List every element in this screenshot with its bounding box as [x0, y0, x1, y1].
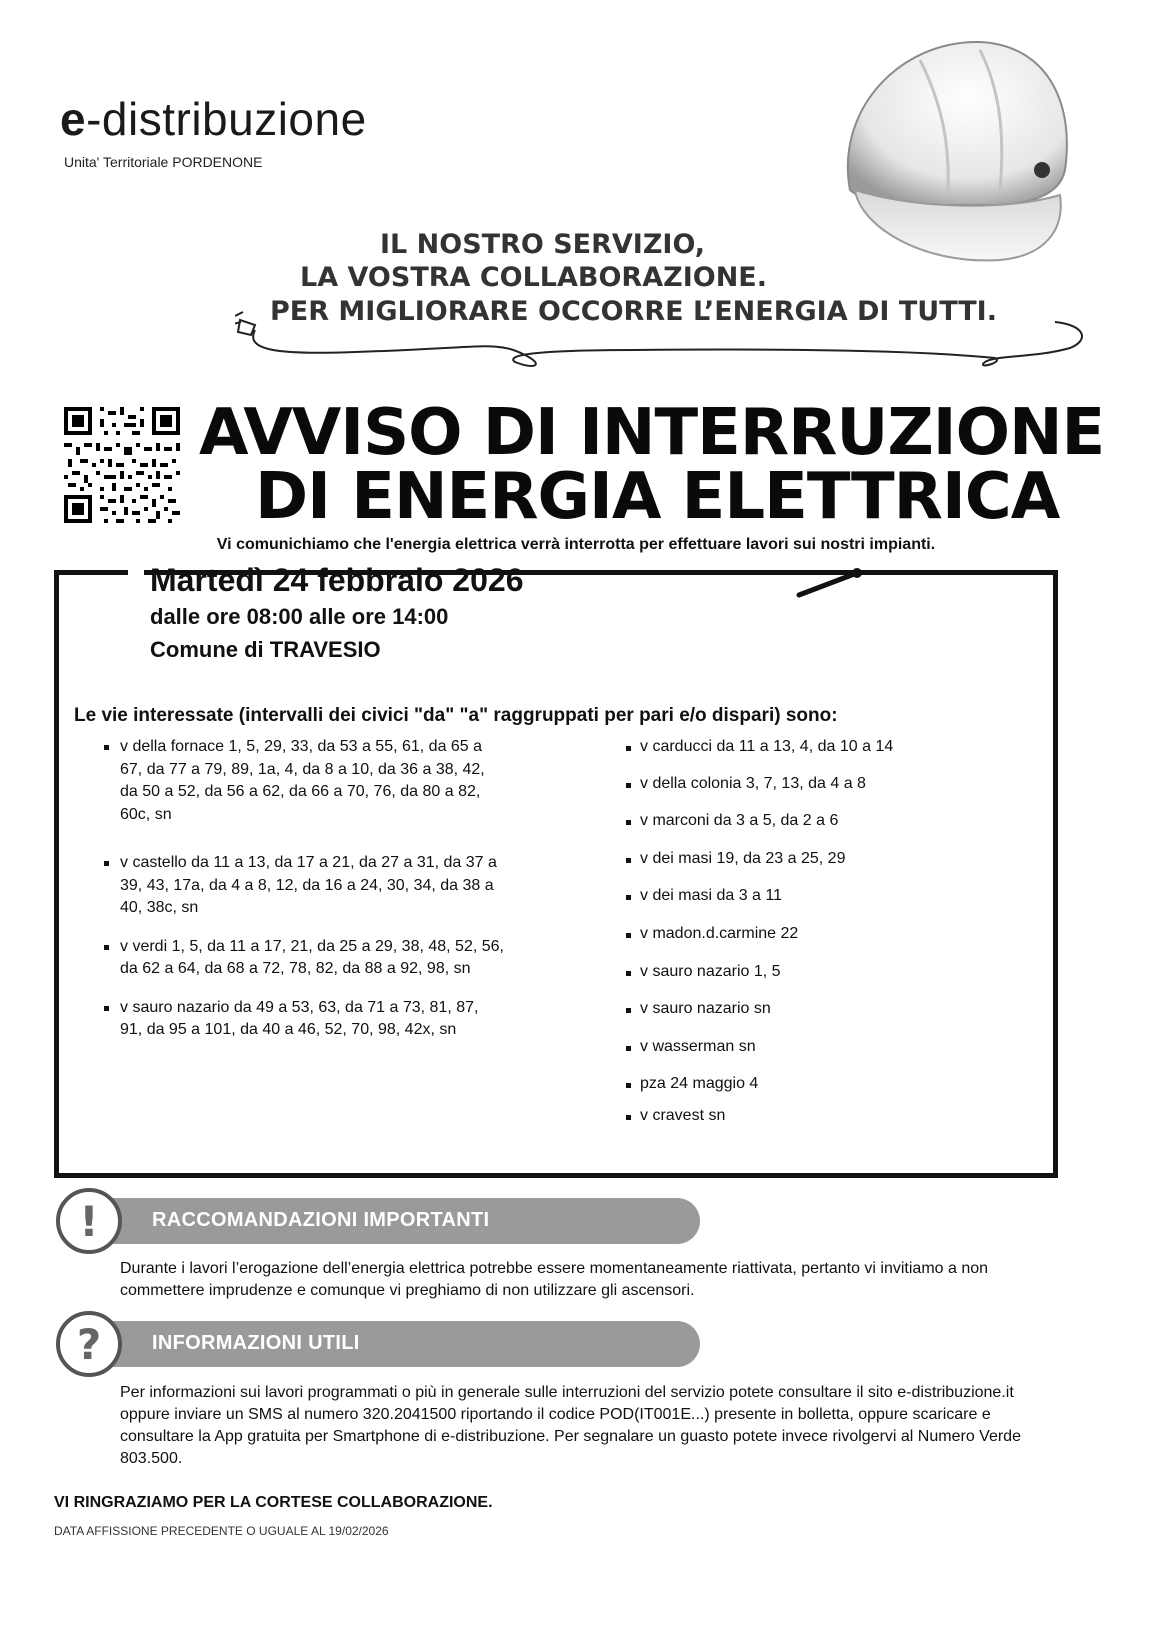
qr-code — [64, 407, 180, 523]
bullet — [626, 933, 631, 938]
street-item — [626, 1036, 756, 1059]
street-item — [104, 936, 504, 981]
territorial-unit: Unita' Territoriale PORDENONE — [64, 154, 263, 170]
street-text: v carducci da 11 a 13, 4, da 10 a 14 — [640, 738, 894, 755]
street-text: v della colonia 3, 7, 13, da 4 a 8 — [640, 775, 866, 792]
bullet — [626, 971, 631, 976]
plug-cable-illustration — [235, 300, 1095, 380]
pen-icon — [795, 565, 875, 601]
bullet — [104, 1006, 109, 1011]
street-text: v castello da 11 a 13, da 17 a 21, da 27 a 31, da 37 a 39, 43, 17a, da 4 a 8, 12, da 16 a 24, 30, 34, da 38 a 40, 38c, sn — [120, 854, 497, 916]
street-text: v della fornace 1, 5, 29, 33, da 53 a 55, 61, da 65 a 67, da 77 a 79, 89, 1a, 4, da 8 a 10, da 36 a 38, 42, da 50 a 52, da 56 a 62, da 66 a 70, 76, da 80 a 82, 60c, sn — [120, 738, 485, 823]
street-text: v verdi 1, 5, da 11 a 17, 21, da 25 a 29, 38, 48, 52, 56, da 62 a 64, da 68 a 72, 78, 82, da 88 a 92, 98, sn — [120, 937, 504, 977]
title-line-1: AVVISO DI INTERRUZIONE — [199, 396, 1105, 470]
bullet — [626, 1083, 631, 1088]
street-text: v dei masi da 3 a 11 — [640, 887, 783, 904]
title-line-2: DI ENERGIA ELETTRICA — [255, 460, 1060, 534]
info-text: Per informazioni sui lavori programmati o più in generale sulle interruzioni del servizio potete consultare il sito e-distribuzione.it oppure inviare un SMS al numero 320.2041500 riportando il codice POD(IT001E...) presente in bolletta, oppure scaricare e consultare la App gratuita per Smartphone di e-distribuzione. Per segnalare un guasto potete invece rivolgervi al Numero Verde 803.500. — [120, 1384, 1021, 1467]
street-text: v cravest sn — [640, 1107, 726, 1124]
street-item — [626, 923, 798, 946]
interruption-date: Martedì 24 febbraio 2026 — [150, 562, 524, 598]
street-text: v wasserman sn — [640, 1038, 756, 1055]
street-item — [626, 848, 845, 871]
street-item — [626, 773, 866, 796]
slogan-line-1: IL NOSTRO SERVIZIO, — [380, 229, 706, 260]
bullet — [626, 1008, 631, 1013]
comune: Comune di TRAVESIO — [150, 637, 381, 662]
street-item — [626, 1105, 725, 1128]
street-item — [626, 998, 771, 1021]
street-text: v madon.d.carmine 22 — [640, 925, 799, 942]
bullet — [626, 1115, 631, 1120]
street-text: pza 24 maggio 4 — [640, 1075, 759, 1092]
recommendations-text: Durante i lavori l’erogazione dell’energia elettrica potrebbe essere momentaneamente riattivata, pertanto vi invitiamo a non commettere imprudenze e comunque vi preghiamo di non utilizzare gli ascensori. — [120, 1260, 989, 1299]
slogan-line-2: LA VOSTRA COLLABORAZIONE. — [300, 262, 767, 293]
streets-heading: Le vie interessate (intervalli dei civici "da" "a" raggruppati per pari e/o dispari) sono: — [74, 705, 838, 726]
bullet — [104, 861, 109, 866]
street-item — [626, 810, 838, 833]
logo-mark: e — [60, 93, 87, 145]
bullet — [626, 895, 631, 900]
bullet — [626, 1046, 631, 1051]
interruption-hours: dalle ore 08:00 alle ore 14:00 — [150, 604, 449, 629]
streets-left-column — [104, 736, 504, 1058]
bullet — [104, 745, 109, 750]
street-item — [626, 961, 781, 984]
frame-gap — [128, 564, 144, 578]
street-text: v sauro nazario sn — [640, 1000, 771, 1017]
recommendations-title: RACCOMANDAZIONI IMPORTANTI — [152, 1209, 490, 1231]
exclamation-icon: ! — [56, 1188, 122, 1254]
thanks-text: VI RINGRAZIAMO PER LA CORTESE COLLABORAZIONE. — [54, 1494, 493, 1511]
street-item — [104, 997, 504, 1042]
bullet — [626, 820, 631, 825]
company-logo — [60, 92, 367, 146]
streets-right-column — [626, 736, 1046, 1136]
street-text: v sauro nazario da 49 a 53, 63, da 71 a 73, 81, 87, 91, da 95 a 101, da 40 a 46, 52, 70, 98, 42x, sn — [120, 998, 479, 1038]
street-item — [626, 885, 782, 908]
street-text: v marconi da 3 a 5, da 2 a 6 — [640, 812, 839, 829]
posting-date: DATA AFFISSIONE PRECEDENTE O UGUALE AL 19/02/2026 — [54, 1524, 389, 1538]
bullet — [626, 783, 631, 788]
info-title: INFORMAZIONI UTILI — [152, 1332, 360, 1354]
bullet — [104, 945, 109, 950]
street-item — [104, 852, 504, 920]
street-text: v dei masi 19, da 23 a 25, 29 — [640, 850, 846, 867]
street-item — [104, 736, 504, 826]
street-item — [626, 736, 893, 759]
notice-title — [185, 396, 1145, 536]
logo-text: -distribuzione — [86, 93, 367, 145]
street-text: v sauro nazario 1, 5 — [640, 963, 781, 980]
question-icon: ? — [56, 1311, 122, 1377]
intro-text: Vi comunichiamo che l'energia elettrica verrà interrotta per effettuare lavori sui nostri impianti. — [216, 536, 936, 553]
street-item — [626, 1073, 758, 1096]
bullet — [626, 746, 631, 751]
bullet — [626, 858, 631, 863]
slogan-line-3: PER MIGLIORARE OCCORRE L’ENERGIA DI TUTTI. — [270, 296, 997, 327]
